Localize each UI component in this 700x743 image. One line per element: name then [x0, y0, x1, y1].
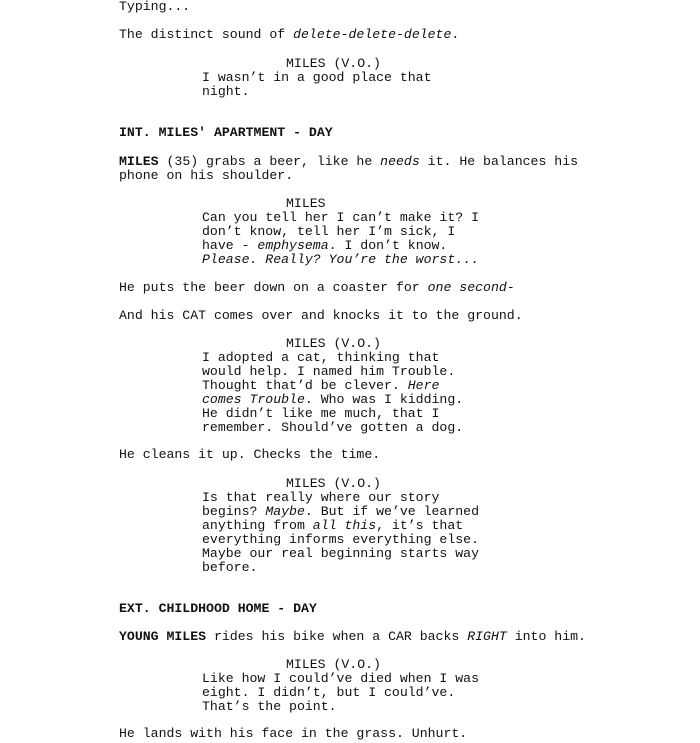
dialogue-line — [202, 351, 439, 365]
action-line — [119, 448, 380, 462]
dialogue-emphasis: Please. Really? You’re the worst... — [202, 252, 479, 267]
dialogue-line — [202, 379, 439, 393]
dialogue-text: anything from — [202, 518, 313, 533]
dialogue-line — [202, 547, 479, 561]
dialogue-text: I adopted a cat, thinking that — [202, 350, 440, 365]
scene-heading — [119, 126, 333, 140]
dialogue-emphasis: all this — [312, 518, 377, 533]
character-name: MILES (V.O.) — [286, 657, 381, 672]
dialogue-text: . But if we’ve learned — [304, 504, 479, 519]
dialogue-line — [202, 239, 447, 253]
dialogue-text: everything informs everything else. — [202, 532, 479, 547]
action-text: Typing... — [119, 0, 191, 14]
dialogue-line — [202, 421, 463, 435]
character-intro: MILES — [119, 154, 159, 169]
character-cue — [286, 477, 381, 491]
dialogue-text: Thought that’d be clever. — [202, 378, 408, 393]
dialogue-text: He didn’t like me much, that I — [202, 406, 440, 421]
action-text: He cleans it up. Checks the time. — [119, 447, 381, 462]
action-emphasis: delete-delete-delete — [293, 27, 452, 42]
dialogue-text: begins? — [202, 504, 266, 519]
dialogue-text: eight. I didn’t, but I could’ve. — [202, 685, 456, 700]
dialogue-line — [202, 211, 479, 225]
dialogue-line — [202, 71, 432, 85]
dialogue-text: Can you tell her I can’t make it? I — [202, 210, 479, 225]
action-text: rides his bike when a CAR backs — [206, 629, 468, 644]
action-text: into him. — [506, 629, 586, 644]
dialogue-text: I wasn’t in a good place that — [202, 70, 432, 85]
action-line — [119, 309, 523, 323]
dialogue-text: , it’s that — [376, 518, 464, 533]
character-intro: YOUNG MILES — [119, 629, 207, 644]
dialogue-line — [202, 672, 479, 686]
dialogue-text: . I don’t know. — [328, 238, 448, 253]
dialogue-emphasis: emphysema — [257, 238, 329, 253]
dialogue-line — [202, 253, 479, 267]
action-emphasis: RIGHT — [467, 629, 507, 644]
character-name: MILES (V.O.) — [286, 56, 381, 71]
action-line — [119, 169, 293, 183]
dialogue-text: Is that really where our story — [202, 490, 440, 505]
dialogue-line — [202, 225, 455, 239]
character-name: MILES (V.O.) — [286, 476, 381, 491]
action-text: And his CAT comes over and knocks it to the ground. — [119, 308, 523, 323]
action-line — [119, 727, 467, 741]
dialogue-text: don’t know, tell her I’m sick, I — [202, 224, 456, 239]
scene-heading-text: EXT. CHILDHOOD HOME - DAY — [119, 601, 317, 616]
scene-heading — [119, 602, 317, 616]
dialogue-line — [202, 561, 257, 575]
character-name: MILES (V.O.) — [286, 336, 381, 351]
dialogue-text: would help. I named him Trouble. — [202, 364, 456, 379]
dialogue-text: before. — [202, 560, 258, 575]
dialogue-line — [202, 393, 463, 407]
character-name: MILES — [286, 196, 326, 211]
dialogue-emphasis: Here — [407, 378, 440, 393]
action-line — [119, 281, 515, 295]
dialogue-text: have - — [202, 238, 258, 253]
action-text: - — [506, 280, 515, 295]
character-cue — [286, 658, 381, 672]
action-text: phone on his shoulder. — [119, 168, 294, 183]
dialogue-text: That’s the point. — [202, 699, 337, 714]
dialogue-text: night. — [202, 84, 250, 99]
dialogue-line — [202, 407, 439, 421]
character-cue — [286, 197, 326, 211]
dialogue-text: remember. Should’ve gotten a dog. — [202, 420, 464, 435]
action-text: (35) grabs a beer, like he — [158, 154, 381, 169]
action-text: He puts the beer down on a coaster for — [119, 280, 428, 295]
action-line — [119, 630, 586, 644]
action-line — [119, 28, 459, 42]
character-cue — [286, 337, 381, 351]
action-text: The distinct sound of — [119, 27, 294, 42]
action-text: He lands with his face in the grass. Unhurt. — [119, 726, 468, 741]
scene-heading-text: INT. MILES' APARTMENT - DAY — [119, 125, 333, 140]
action-line — [119, 155, 578, 169]
dialogue-line — [202, 700, 337, 714]
dialogue-line — [202, 505, 479, 519]
character-cue — [286, 57, 381, 71]
action-emphasis: needs — [380, 154, 420, 169]
dialogue-emphasis: Maybe — [265, 504, 305, 519]
dialogue-line — [202, 533, 479, 547]
dialogue-line — [202, 519, 463, 533]
action-text: . — [451, 27, 460, 42]
action-line — [119, 0, 190, 14]
dialogue-text: . Who was I kidding. — [304, 392, 464, 407]
dialogue-text: Like how I could’ve died when I was — [202, 671, 479, 686]
dialogue-line — [202, 686, 455, 700]
dialogue-line — [202, 365, 455, 379]
action-text: it. He balances his — [419, 154, 579, 169]
action-emphasis: one second — [427, 280, 507, 295]
dialogue-line — [202, 85, 249, 99]
dialogue-emphasis: comes Trouble — [202, 392, 305, 407]
dialogue-text: Maybe our real beginning starts way — [202, 546, 479, 561]
dialogue-line — [202, 491, 439, 505]
